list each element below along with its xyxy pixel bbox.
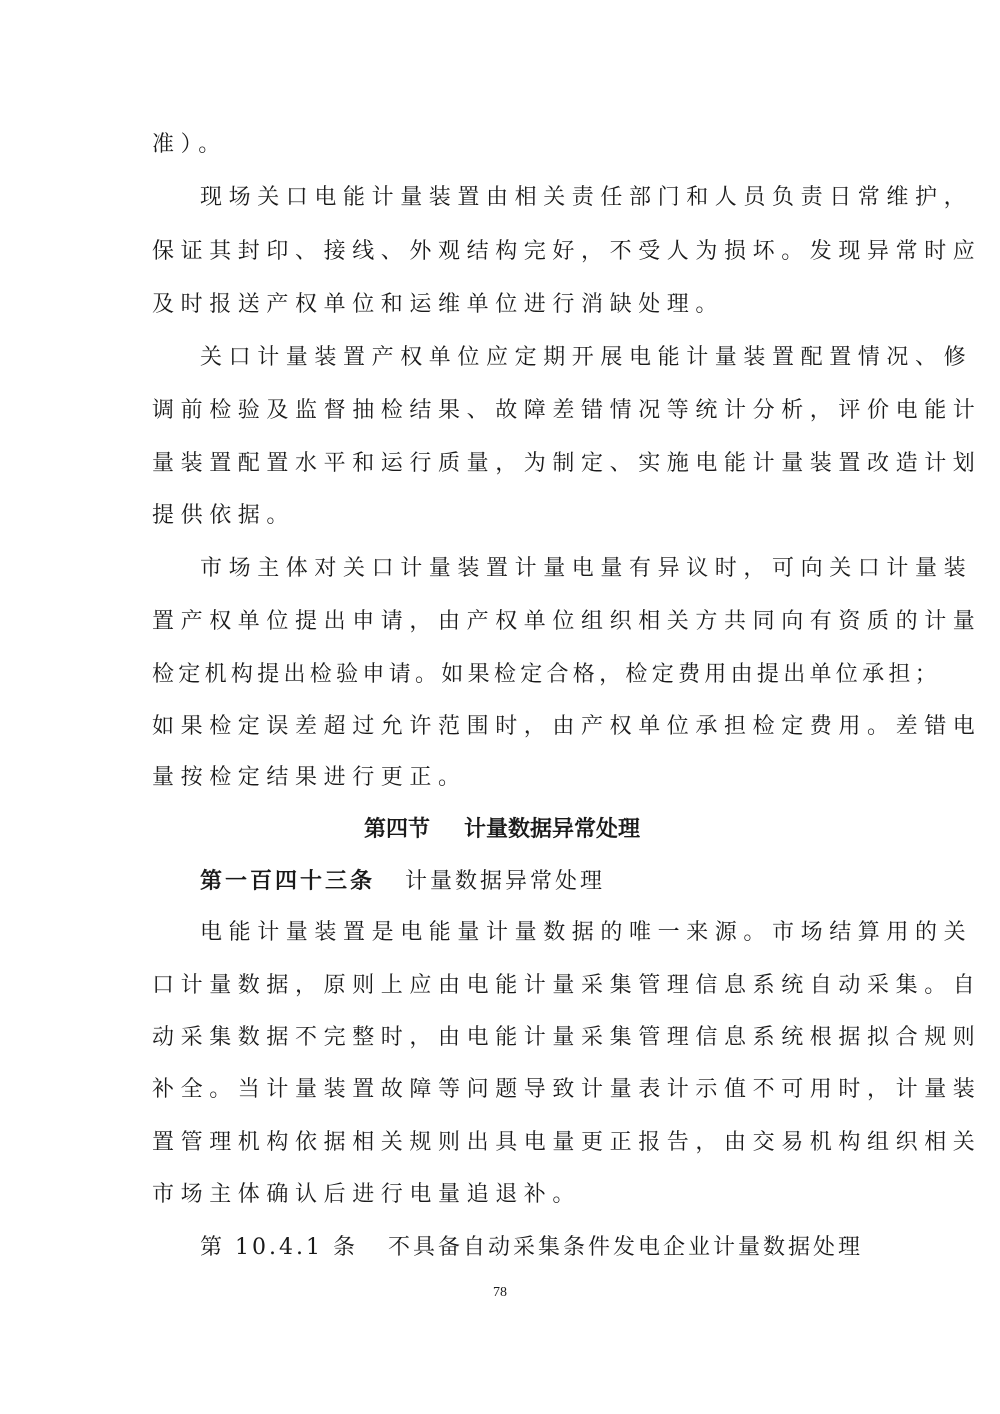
paragraph-line: 检定机构提出检验申请。如果检定合格，检定费用由提出单位承担； (152, 662, 942, 687)
paragraph-line: 口计量数据，原则上应由电能计量采集管理信息系统自动采集。自 (152, 973, 982, 998)
paragraph-line: 关口计量装置产权单位应定期开展电能计量装置配置情况、修 (200, 345, 973, 370)
paragraph-line: 置管理机构依据相关规则出具电量更正报告，由交易机构组织相关 (152, 1130, 982, 1155)
paragraph-line: 及时报送产权单位和运维单位进行消缺处理。 (152, 292, 725, 317)
paragraph-line: 量按检定结果进行更正。 (152, 765, 467, 790)
article-heading (200, 861, 605, 901)
paragraph-line: 市场主体对关口计量装置计量电量有异议时，可向关口计量装 (200, 556, 973, 581)
section-title: 计量数据异常处理 (464, 816, 641, 842)
article-number: 第一百四十三条 (200, 868, 376, 894)
sub-article-title: 不具备自动采集条件发电企业计量数据处理 (387, 1235, 863, 1260)
paragraph-line: 准）。 (152, 132, 227, 157)
paragraph-line: 保证其封印、接线、外观结构完好，不受人为损坏。发现异常时应 (152, 239, 982, 264)
paragraph-line: 动采集数据不完整时，由电能计量采集管理信息系统根据拟合规则 (152, 1025, 982, 1050)
paragraph-line: 现场关口电能计量装置由相关责任部门和人员负责日常维护， (200, 185, 973, 210)
page-number: 78 (493, 1285, 507, 1300)
paragraph-line: 补全。当计量装置故障等问题导致计量表计示值不可用时，计量装 (152, 1077, 982, 1102)
section-heading (152, 809, 852, 849)
paragraph-line: 电能计量装置是电能量计量数据的唯一来源。市场结算用的关 (200, 920, 973, 945)
paragraph-line: 提供依据。 (152, 503, 296, 528)
paragraph-line: 市场主体确认后进行电量追退补。 (152, 1182, 582, 1207)
article-title: 计量数据异常处理 (405, 869, 606, 894)
paragraph-line: 置产权单位提出申请，由产权单位组织相关方共同向有资质的计量 (152, 609, 982, 634)
paragraph-line: 调前检验及监督抽检结果、故障差错情况等统计分析，评价电能计 (152, 398, 982, 423)
section-number: 第四节 (363, 816, 430, 842)
sub-article-heading (200, 1228, 863, 1268)
paragraph-line: 如果检定误差超过允许范围时，由产权单位承担检定费用。差错电 (152, 714, 982, 739)
sub-article-number: 第 10.4.1 条 (200, 1235, 358, 1260)
paragraph-line: 量装置配置水平和运行质量，为制定、实施电能计量装置改造计划 (152, 451, 982, 476)
